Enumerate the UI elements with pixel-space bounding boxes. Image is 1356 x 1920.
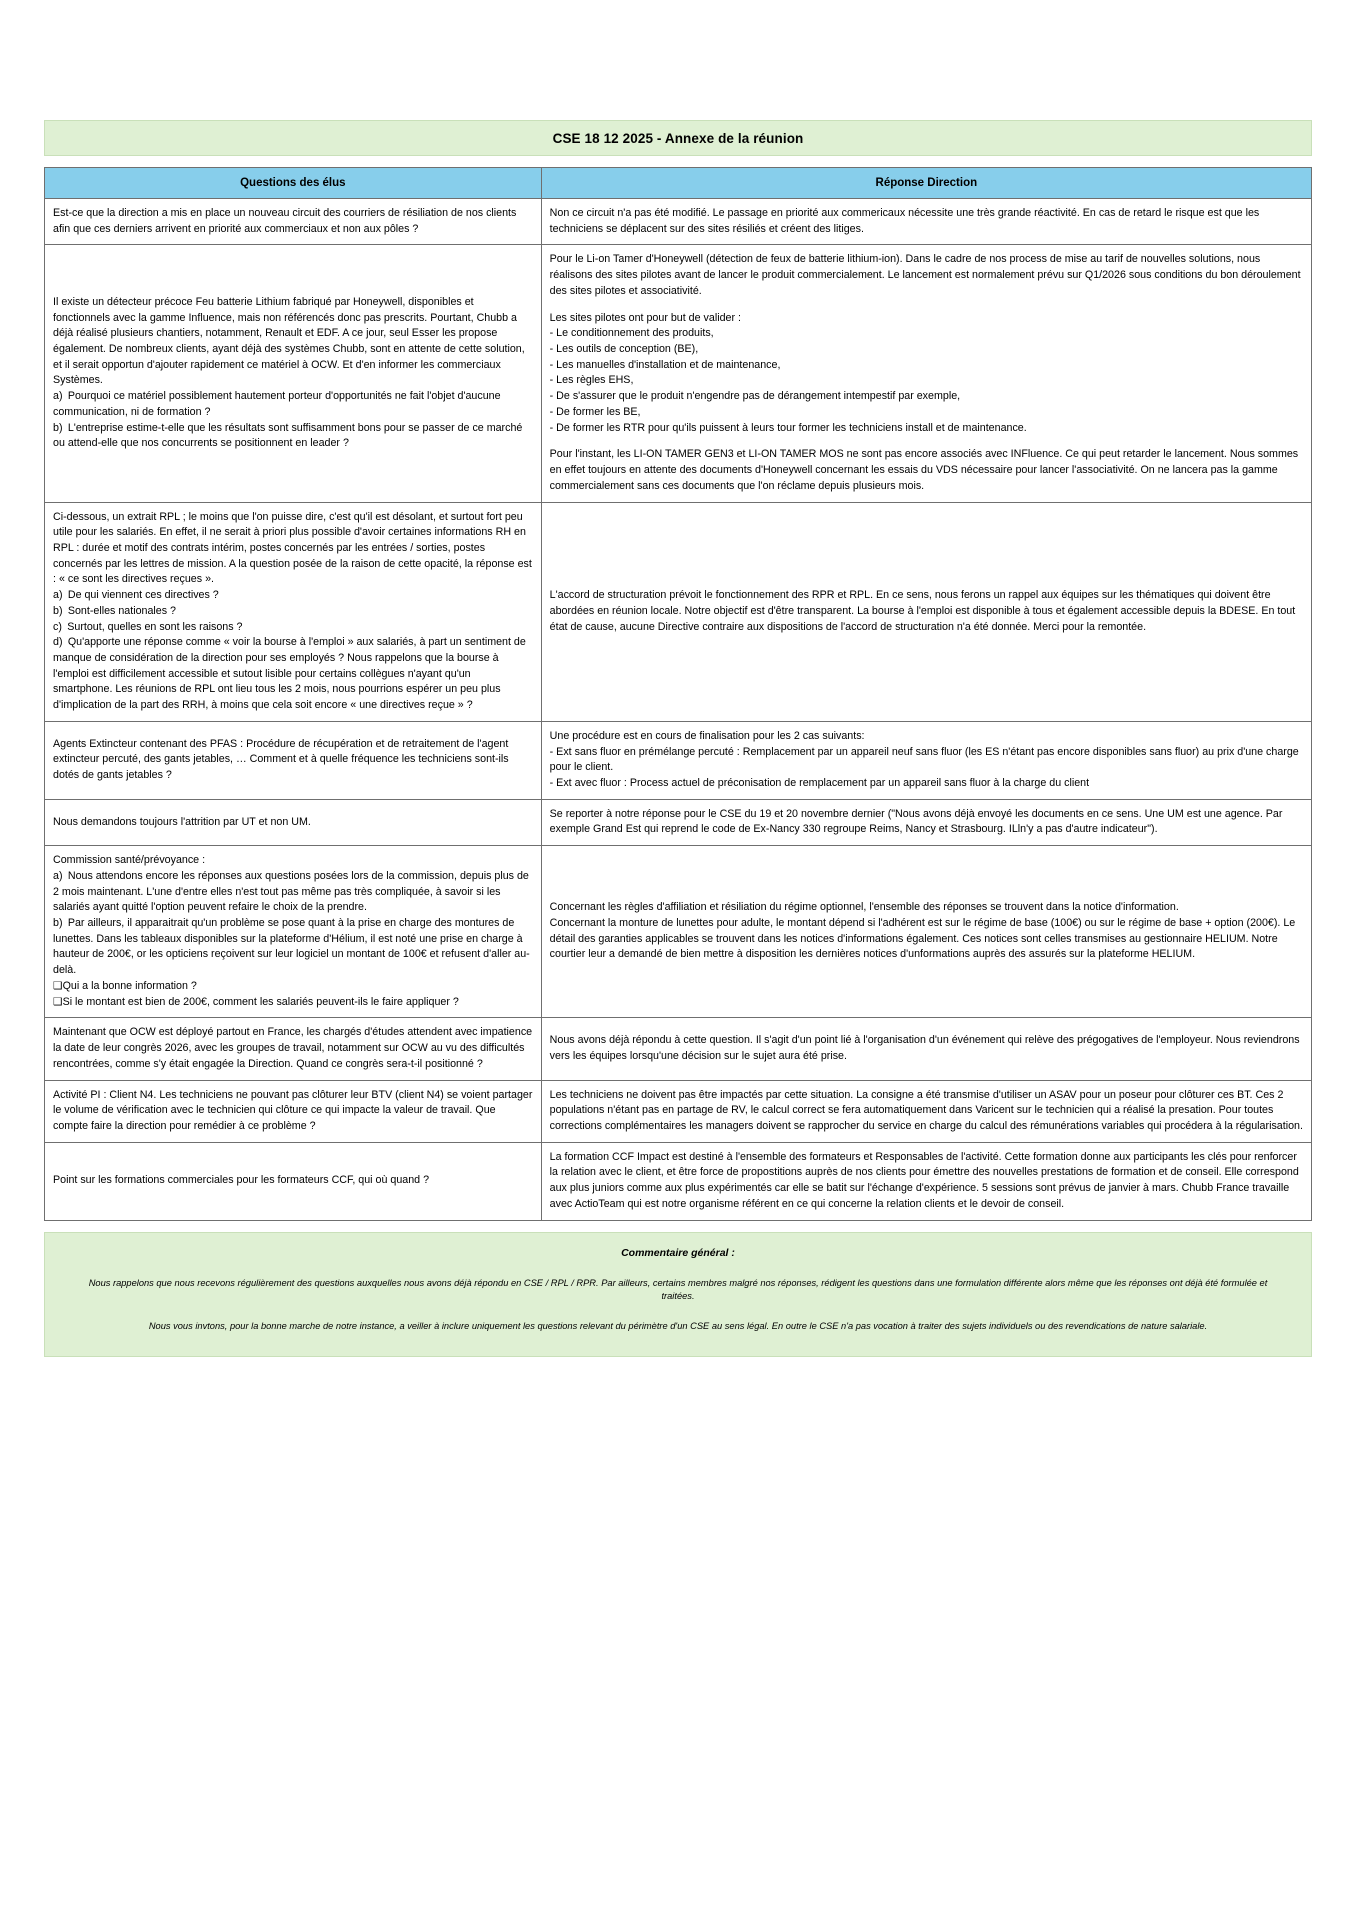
answer-list-item: - De former les RTR pour qu'ils puissent à leurs tour former les techniciens install et de maintenance. <box>549 421 1027 434</box>
question-cell <box>45 721 542 799</box>
document-title-banner <box>44 120 1312 156</box>
answer-cell <box>541 1142 1311 1220</box>
question-cell <box>45 502 542 721</box>
question-cell <box>45 1080 542 1142</box>
question-item-a: a) De qui viennent ces directives ? <box>53 589 219 602</box>
answer-paragraph: Non ce circuit n'a pas été modifié. Le passage en priorité aux commericaux nécessite une très grande réactivité. En cas de retard le risque est que les techniciens se déplacent sur des sites résiliés et créent des litiges. <box>549 207 1260 235</box>
question-paragraph: Point sur les formations commerciales pour les formateurs CCF, qui où quand ? <box>53 1174 430 1187</box>
answer-paragraph: L'accord de structuration prévoit le fonctionnement des RPR et RPL. En ce sens, nous ferons un rappel aux équipes sur les thématiques qui doivent être abordées en réunion locale. Notre objectif est d'être transparent. La bourse à l'emploi est disponible à tous et également accessible depuis la BDESE. En tout état de cause, aucune Directive contraire aux dispositions de l'accord de structuration n'a été donnée. Merci pour la remontée. <box>549 589 1296 633</box>
answer-text-prefix: Se reporter à notre réponse pour le CSE du 19 et 20 novembre dernier <box>549 807 888 820</box>
question-heading: Commission santé/prévoyance : <box>53 854 206 867</box>
general-comment-title: Commentaire général : <box>621 1246 735 1259</box>
answer-cell <box>541 199 1311 245</box>
answer-cell <box>541 799 1311 845</box>
column-header-reponse: Réponse Direction <box>541 168 1311 199</box>
question-sub-item: ❑Si le montant est bien de 200€, comment les salariés peuvent-ils le faire appliquer ? <box>53 995 459 1008</box>
question-paragraph: Nous demandons toujours l'attrition par UT et non UM. <box>53 815 311 828</box>
answer-list-item: - Les outils de conception (BE), <box>549 343 699 356</box>
answer-text-quote: ("Nous avons déjà envoyé les documents en ce sens. Une UM est une agence. Par exemple Grand Est qui reprend le code de Ex-Nancy 330 regroupe Reims, Nancy et Strasbourg. ILln'y a pas d'autre indicateur"). <box>549 807 1283 836</box>
answer-cell <box>541 1080 1311 1142</box>
answer-paragraph: Les techniciens ne doivent pas être impactés par cette situation. La consigne a été transmise d'utiliser un ASAV pour un poseur pour clôturer ces BT. Ces 2 populations n'étant pas en partage de RV, le calcul correct se fera automatiquement dans Varicent sur le technicien qui a réalisé la presation. Pour toutes corrections complémentaires les managers doivent se rapprocher du service en charge du calcul des rémunérations variables qui procédera à la régularisation. <box>549 1088 1303 1132</box>
answer-cell <box>541 721 1311 799</box>
questions-answers-table <box>44 167 1312 1221</box>
question-paragraph: Ci-dessous, un extrait RPL ; le moins que l'on puisse dire, c'est qu'il est désolant, et surtout fort peu utile pour les salariés. En effet, il ne serait à priori plus possible d'avoir certaines informations RH en RPL : durée et motif des contrats intérim, postes concernés par les entrées / sorties, postes concernés par les lettres de mission. A la question posée de la raison de cette opacité, la réponse est : « ce sont les directives reçues ». <box>53 510 532 586</box>
question-paragraph: Maintenant que OCW est déployé partout en France, les chargés d'études attendent avec impatience la date de leur congrès 2026, avec les groupes de travail, notamment sur OCW au vu des difficultés rencontrées, comme s'y était engagée la Direction. Quand ce congrès sera-t-il positionné ? <box>53 1026 533 1070</box>
question-cell <box>45 846 542 1018</box>
table-row <box>45 799 1312 845</box>
question-paragraph: Il existe un détecteur précoce Feu batterie Lithium fabriqué par Honeywell, disponibles et fonctionnels avec la gamme Influence, mais non référencés donc pas prescrits. Pourtant, Chubb a déjà réalisé plusieurs chantiers, notamment, Renault et EDF. A ce jour, seul Esser les propose également. De nombreux clients, ayant déjà des systèmes Chubb, sont en attente de cette solution, et il serait opportun d'ajouter rapidement ce matériel à OCW. Et d'en informer les commerciaux Systèmes. <box>53 295 525 387</box>
answer-cell <box>541 1018 1311 1080</box>
question-item-b: b) L'entreprise estime-t-elle que les résultats sont suffisamment bons pour se passer de ce marché ou attend-elle que nos concurrents se positionnent en leader ? <box>53 421 523 450</box>
table-row <box>45 1018 1312 1080</box>
table-header-row <box>45 168 1312 199</box>
table-row <box>45 846 1312 1018</box>
general-comment-paragraph: Nous vous invtons, pour la bonne marche de notre instance, a veiller à inclure uniquement les questions relevant du périmètre d'un CSE au sens légal. En outre le CSE n'a pas vocation à traiter des sujets individuels ou des revendications de nature salariale. <box>148 1321 1208 1332</box>
table-row <box>45 1142 1312 1220</box>
answer-paragraph: Pour l'instant, les LI-ON TAMER GEN3 et LI-ON TAMER MOS ne sont pas encore associés avec INFluence. Ce qui peut retarder le lancement. Nous sommes en effet toujours en attente des documents d'Honeywell concernant les essais du VDS nécessaire pour lancer l'associativité. On ne lancera pas la gamme commercialement sans ces documents que l'on réclame depuis plusieurs mois. <box>549 448 1299 492</box>
question-item-a: a) Nous attendons encore les réponses aux questions posées lors de la commission, depuis plus de 2 mois maintenant. L'une d'entre elles n'est tout pas même pas très compliquée, à savoir si les salariés ayant quitté l'option peuvent refaire le choix de la prendre. <box>53 869 529 914</box>
question-paragraph: Activité PI : Client N4. Les techniciens ne pouvant pas clôturer leur BTV (client N4) se voient partager le volume de vérification avec le technicien qui clôture ce qui impacte la valeur de travail. Que compte faire la direction pour remédier à ce problème ? <box>53 1088 533 1132</box>
table-row <box>45 245 1312 502</box>
answer-paragraph: Concernant les règles d'affiliation et résiliation du régime optionnel, l'ensemble des réponses se trouvent dans la notice d'information. <box>549 901 1179 914</box>
column-header-questions: Questions des élus <box>45 168 542 199</box>
answer-list-item: - Le conditionnement des produits, <box>549 327 714 340</box>
answer-paragraph: Une procédure est en cours de finalisation pour les 2 cas suivants: <box>549 729 865 742</box>
page-title: CSE 18 12 2025 - Annexe de la réunion <box>552 130 804 146</box>
table-row <box>45 199 1312 245</box>
question-item-b: b) Sont-elles nationales ? <box>53 604 176 617</box>
question-cell <box>45 799 542 845</box>
answer-cell <box>541 245 1311 502</box>
question-paragraph: Est-ce que la direction a mis en place un nouveau circuit des courriers de résiliation de nos clients afin que ces derniers arrivent en priorité aux commerciaux et non aux pôles ? <box>53 207 517 235</box>
table-row <box>45 502 1312 721</box>
question-cell <box>45 1018 542 1080</box>
question-cell <box>45 1142 542 1220</box>
question-cell <box>45 199 542 245</box>
answer-paragraph: La formation CCF Impact est destiné à l'ensemble des formateurs et Responsables de l'activité. Cette formation donne aux participants les clés pour renforcer la relation avec le client, et être force de propostitions auprès de nos clients pour émettre des nouvelles prestations de formation et de conseil. Elle correspond aux plus juniors comme aux plus expérimentés car elle se batit sur l'échange d'expérience. 5 sessions sont prévus de janvier à mars. Chubb France travaille avec ActioTeam qui est notre organisme référent en ce qui concerne la relation clients et le devoir de conseil. <box>549 1150 1299 1210</box>
answer-cell <box>541 502 1311 721</box>
question-sub-item: ❑Qui a la bonne information ? <box>53 979 197 992</box>
table-row <box>45 721 1312 799</box>
question-paragraph: Agents Extincteur contenant des PFAS : Procédure de récupération et de retraitement de l'agent extincteur percuté, des gants jetables, … Comment et à quelle fréquence les techniciens sont-ils dotés de gants jetables ? <box>53 737 509 782</box>
question-cell <box>45 245 542 502</box>
answer-paragraph: Nous avons déjà répondu à cette question. Il s'agit d'un point lié à l'organisation d'un événement qui relève des prégogatives de l'employeur. Nous reviendrons vers les équipes lorsqu'une décision sur le sujet aura été prise. <box>549 1034 1300 1062</box>
answer-list-item: - De s'assurer que le produit n'engendre pas de dérangement intempestif par exemple, <box>549 390 961 403</box>
answer-list-item: - De former les BE, <box>549 405 641 418</box>
answer-paragraph: Concernant la monture de lunettes pour adulte, le montant dépend si l'adhérent est sur le régime de base (100€) ou sur le régime de base + option (200€). Le détail des garanties applicables se trouvent dans les notices d'informations également. Ces notices sont celles transmises au gestionnaire HELIUM. Notre courtier leur a demandé de bien mettre à disposition les dernières notices d'unformations auprès des assurés sur la plateforme HELIUM. <box>549 917 1296 961</box>
question-item-d: d) Qu'apporte une réponse comme « voir la bourse à l'emploi » aux salariés, à part un sentiment de manque de considération de la direction pour ses employés ? Nous rappelons que la bourse à l'emploi est difficilement accessible et sutout lisible pour certains collègues n'ayant qu'un smartphone. Les réunions de RPL ont lieu tous les 2 mois, nous pourrions espérer un peu plus d'implication de la part des RRH, à moins que cela soit encore « une directives reçue » ? <box>53 636 526 712</box>
question-item-a: a) Pourquoi ce matériel possiblement hautement porteur d'opportunités ne fait l'objet d'aucune communication, ni de formation ? <box>53 390 501 418</box>
general-comment-paragraph: Nous rappelons que nous recevons régulièrement des questions auxquelles nous avons déjà répondu en CSE / RPL / RPR. Par ailleurs, certains membres malgré nos réponses, rédigent les questions dans une formulation différente alors même que les réponses ont déjà été formulée et traitées. <box>88 1277 1268 1302</box>
table-row <box>45 1080 1312 1142</box>
answer-paragraph <box>550 807 1303 838</box>
question-item-c: c) Surtout, quelles en sont les raisons ? <box>53 620 243 633</box>
answer-cell <box>541 846 1311 1018</box>
answer-list-intro: Les sites pilotes ont pour but de valider : <box>549 311 741 324</box>
answer-list-item: - Les règles EHS, <box>549 374 634 387</box>
answer-list-item: - Ext sans fluor en prémélange percuté : Remplacement par un appareil neuf sans fluor (les ES n'étant pas encore disponibles sans fluor) au prix d'une charge pour le client. <box>549 745 1299 774</box>
question-item-b: b) Par ailleurs, il apparaitrait qu'un problème se pose quant à la prise en charge des montures de lunettes. Dans les tableaux disponibles sur la plateforme d'Hélium, il est noté une prise en charge à hauteur de 200€, or les opticiens reçoivent sur leur logiciel un montant de 100€ et refusent d'aller au-delà. <box>53 917 530 977</box>
general-comment-block <box>44 1232 1312 1358</box>
answer-paragraph: Pour le Li-on Tamer d'Honeywell (détection de feux de batterie lithium-ion). Dans le cadre de nos process de mise au tarif de nouvelles solutions, nous réalisons des sites pilotes avant de lancer le produit commercialement. Le lancement est normalement prévu sur Q1/2026 sous conditions du bon déroulement des sites pilotes et associativité. <box>549 253 1301 297</box>
answer-list-item: - Les manuelles d'installation et de maintenance, <box>549 358 781 371</box>
answer-list-item: - Ext avec fluor : Process actuel de préconisation de remplacement par un appareil sans fluor à la charge du client <box>549 777 1090 789</box>
